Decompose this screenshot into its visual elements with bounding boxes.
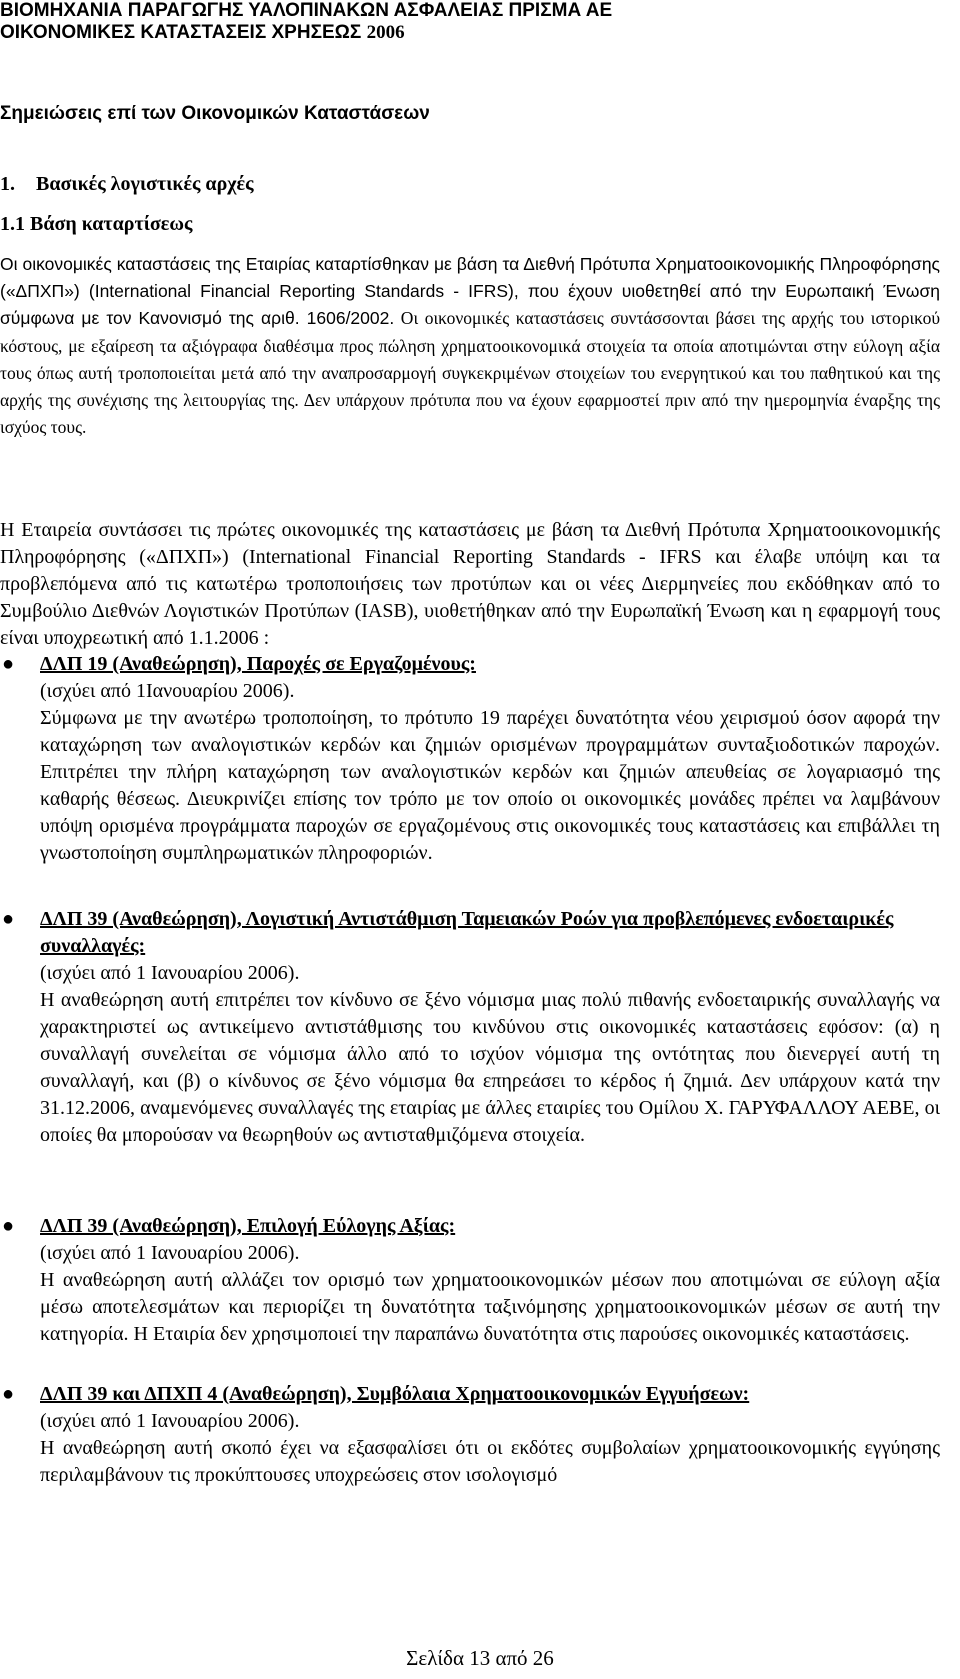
list-item-body: Η αναθεώρηση αυτή επιτρέπει τον κίνδυνο σε ξένο νόμισμα μιας πολύ πιθανής ενδοεταιρικής συναλλαγής να χαρακτηριστεί ως αντικείμενο αντιστάθμισης του κινδύνου στις οικονομικές καταστάσεις εφόσον: (α) η συναλλαγή συνελείται σε νόμισμα άλλο από το ισχύον νόμισμα της οντότητας που διενεργεί αυτή τη συναλλαγή, και (β) ο κίνδυνος σε ξένο νόμισμα θα επηρεάσει το κέρδος ή ζημιά. Δεν υπάρχουν κατά την 31.12.2006, αναμενόμενες συναλλαγές της εταιρίας με άλλες εταιρίες του Ομίλου Χ. ΓΑΡΥΦΑΛΛΟΥ ΑΕΒΕ, οι οποίες θα μπορούσαν να θεωρηθούν ως αντισταθμιζόμενα στοιχεία.: [40, 989, 940, 1146]
section-number: 1.: [0, 173, 15, 195]
list-item-title: ΔΛΠ 39 (Αναθεώρηση), Επιλογή Εύλογης Αξίας:: [40, 1215, 456, 1237]
subsection-heading: 1.1 Βάση καταρτίσεως: [0, 213, 193, 235]
bullet-icon: ●: [2, 908, 15, 930]
statements-header: [0, 22, 405, 44]
statements-year: 2006: [366, 22, 405, 43]
section-heading: [0, 172, 254, 196]
list-item-body: Η αναθεώρηση αυτή σκοπό έχει να εξασφαλίσει ότι οι εκδότες συμβολαίων χρηματοοικονομικής εγγύησης περιλαμβάνουν τις προκύπτουσες υποχρεώσεις στον ισολογισμό: [40, 1437, 940, 1486]
list-item-effective-date: (ισχύει από 1 Ιανουαρίου 2006).: [40, 1410, 300, 1432]
list-item-title: ΔΛΠ 19 (Αναθεώρηση), Παροχές σε Εργαζομένους:: [40, 653, 476, 675]
page-number: Σελίδα 13 από 26: [406, 1646, 554, 1670]
paragraph-basis-part1: Οι οικονομικές καταστάσεις της Εταιρίας καταρτίσθηκαν με βάση τα Διεθνή Πρότυπα Χρηματοοικονομικής Πληροφόρησης («ΔΠΧΠ») (International Financial Reporting Standards - IFRS), που έχουν υιοθετηθεί από την Ευρωπαική Ένωση σύμφωνα με τον Κανονισμό της αριθ. 1606/2002.: [0, 254, 940, 329]
list-item-ias39-fair-value-option: [0, 1213, 940, 1348]
bullet-icon: ●: [2, 1215, 15, 1237]
bullet-icon: ●: [2, 1383, 15, 1405]
list-item-ias39-ifrs4-guarantees: [0, 1381, 940, 1489]
list-item-body: Σύμφωνα με την ανωτέρω τροποποίηση, το πρότυπο 19 παρέχει δυνατότητα νέου χειρισμού όσον αφορά την καταχώρηση των αναλογιστικών κερδών και ζημιών ορισμένων προγραμμάτων συνταξιοδοτικών παροχών. Επιτρέπει την πλήρη καταχώρηση των αναλογιστικών κερδών και ζημιών απευθείας σε λογαριασμό της καθαρής θέσεως. Διευκρινίζει επίσης τον τρόπο με τον οποίο οι οικονομικές μονάδες πρέπει να λαμβάνουν υπόψη ορισμένα προγράμματα παροχών σε εργαζομένους στις οικονομικές τους καταστάσεις και επιβάλλει τη γνωστοποίηση συμπληρωματικών πληροφοριών.: [40, 707, 940, 864]
list-item-ias39-cash-flow-hedge: [0, 906, 940, 1149]
list-item-title: ΔΛΠ 39 και ΔΠΧΠ 4 (Αναθεώρηση), Συμβόλαια Χρηματοοικονομικών Εγγυήσεων:: [40, 1383, 750, 1405]
section-title: Βασικές λογιστικές αρχές: [36, 173, 254, 195]
page-title: Σημειώσεις επί των Οικονομικών Καταστάσεων: [0, 103, 430, 124]
list-item-title: ΔΛΠ 39 (Αναθεώρηση), Λογιστική Αντιστάθμιση Ταμειακών Ροών για προβλεπόμενες ενδοεταιρικές συναλλαγές:: [40, 908, 894, 957]
paragraph-basis-part2: Οι οικονομικές καταστάσεις συντάσσονται βάσει της αρχής του ιστορικού κόστους, με εξαίρεση τα αξιόγραφα διαθέσιμα προς πώληση χρηματοοικονομικά στοιχεία τα οποία αποτιμώνται στην εύλογη αξία τους όπως αυτή τροποποιείται μετά από την αναπροσαρμογή συγκεκριμένων στοιχείων του ενεργητικού και του παθητικού και της αρχής της συνέχισης της λειτουργίας της. Δεν υπάρχουν πρότυπα που να έχουν εφαρμοστεί πριν από την ημερομηνία έναρξης της ισχύος τους.: [0, 308, 941, 438]
list-item-effective-date: (ισχύει από 1Ιανουαρίου 2006).: [40, 680, 295, 702]
list-item-effective-date: (ισχύει από 1 Ιανουαρίου 2006).: [40, 962, 300, 984]
statements-header-label: ΟΙΚΟΝΟΜΙΚΕΣ ΚΑΤΑΣΤΑΣΕΙΣ ΧΡΗΣΕΩΣ: [0, 22, 367, 43]
bullet-icon: ●: [2, 653, 15, 675]
company-header: ΒΙΟΜΗΧΑΝΙΑ ΠΑΡΑΓΩΓΗΣ ΥΑΛΟΠΙΝΑΚΩΝ ΑΣΦΑΛΕΙΑΣ ΠΡΙΣΜΑ ΑΕ: [0, 0, 613, 21]
list-item-body: Η αναθεώρηση αυτή αλλάζει τον ορισμό των χρηματοοικονομικών μέσων που αποτιμώναι σε εύλογη αξία μέσω αποτελεσμάτων και περιορίζει τη δυνατότητα ταξινόμησης χρηματοοικονομικών μέσων σε αυτή την κατηγορία. Η Εταιρία δεν χρησιμοποιεί την παραπάνω δυνατότητα στις παρούσες οικονομικές καταστάσεις.: [40, 1269, 940, 1345]
list-item-effective-date: (ισχύει από 1 Ιανουαρίου 2006).: [40, 1242, 300, 1264]
paragraph-basis-of-preparation: [0, 251, 940, 441]
paragraph-first-ifrs-statements: Η Εταιρεία συντάσσει τις πρώτες οικονομικές της καταστάσεις με βάση τα Διεθνή Πρότυπα Χρηματοοικονομικής Πληροφόρησης («ΔΠΧΠ») (International Financial Reporting Standards - IFRS και έλαβε υπόψη και τα προβλεπόμενα από τις κατωτέρω τροποποιήσεις των προτύπων και οι νέες Διερμηνείες που εκδόθηκαν από το Συμβούλιο Διεθνών Λογιστικών Προτύπων (IASB), υιοθετήθηκαν από την Ευρωπαϊκή Ένωση και η εφαρμογή τους είναι υποχρεωτική από 1.1.2006 :: [0, 519, 940, 649]
list-item-ias19: [0, 651, 940, 867]
